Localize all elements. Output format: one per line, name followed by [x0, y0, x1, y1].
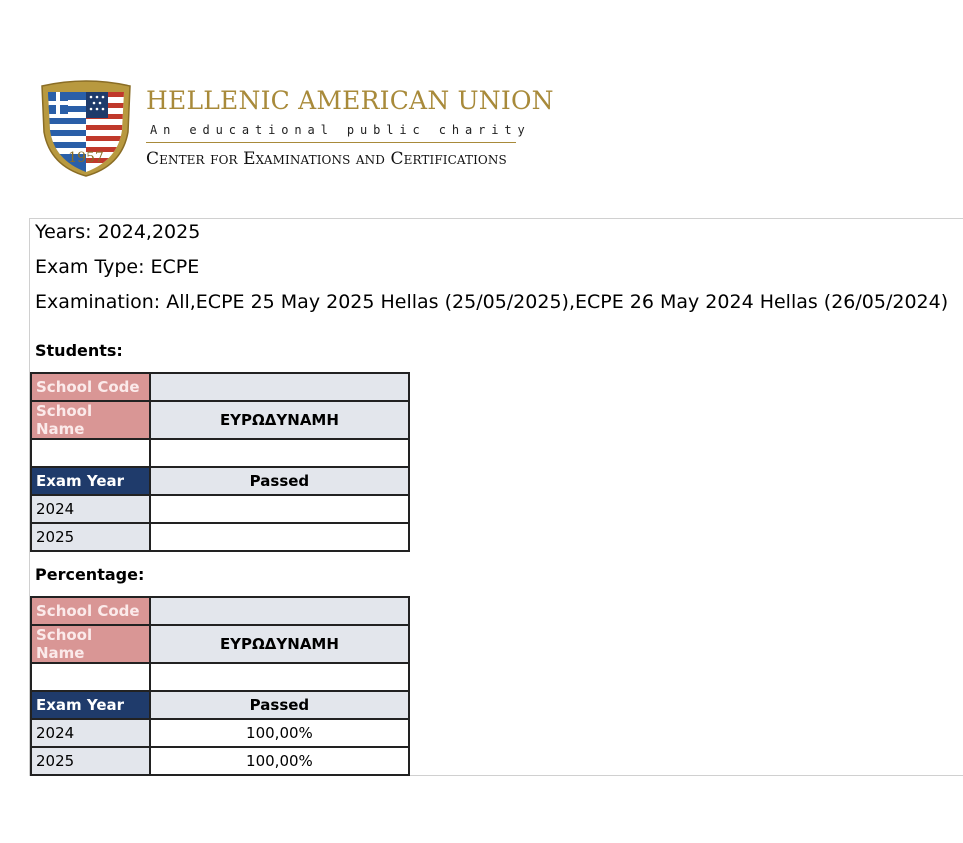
school-name-label: School Name: [31, 401, 150, 439]
filter-years: Years: 2024,2025: [35, 221, 201, 243]
table-row: [31, 719, 409, 747]
hau-logo: [38, 78, 554, 178]
percentage-table: [30, 596, 410, 776]
logo-subtitle: An educational public charity: [150, 123, 531, 137]
percentage-section-title: Percentage:: [35, 565, 145, 584]
passed-cell: [150, 523, 409, 551]
table-row: [31, 495, 409, 523]
students-table: [30, 372, 410, 552]
hau-emblem: [38, 78, 134, 178]
filter-exam-type: Exam Type: ECPE: [35, 256, 200, 278]
passed-header: Passed: [150, 691, 409, 719]
emblem-year: 1957: [68, 150, 104, 166]
spacer-cell: [31, 663, 150, 691]
exam-year-header: Exam Year: [31, 467, 150, 495]
school-name-label: School Name: [31, 625, 150, 663]
report-panel: [29, 218, 963, 776]
exam-year-header: Exam Year: [31, 691, 150, 719]
school-code-label: School Code: [31, 597, 150, 625]
logo-center-name: Center for Examinations and Certifications: [146, 149, 507, 169]
students-section-title: Students:: [35, 341, 123, 360]
school-name-value: ΕΥΡΩΔΥΝΑΜΗ: [150, 625, 409, 663]
passed-cell: [150, 495, 409, 523]
exam-year-cell: 2025: [31, 523, 150, 551]
school-name-value: ΕΥΡΩΔΥΝΑΜΗ: [150, 401, 409, 439]
passed-header: Passed: [150, 467, 409, 495]
logo-title: HELLENIC AMERICAN UNION: [146, 86, 554, 115]
school-code-value: [150, 597, 409, 625]
exam-year-cell: 2025: [31, 747, 150, 775]
exam-year-cell: 2024: [31, 495, 150, 523]
table-row: [31, 523, 409, 551]
exam-year-cell: 2024: [31, 719, 150, 747]
spacer-cell: [150, 663, 409, 691]
filter-examination: Examination: All,ECPE 25 May 2025 Hellas (25/05/2025),ECPE 26 May 2024 Hellas (26/05/2024): [35, 291, 949, 313]
table-row: [31, 747, 409, 775]
spacer-cell: [31, 439, 150, 467]
logo-divider: [146, 142, 516, 143]
passed-percentage-cell: 100,00%: [150, 747, 409, 775]
passed-percentage-cell: 100,00%: [150, 719, 409, 747]
spacer-cell: [150, 439, 409, 467]
school-code-value: [150, 373, 409, 401]
school-code-label: School Code: [31, 373, 150, 401]
